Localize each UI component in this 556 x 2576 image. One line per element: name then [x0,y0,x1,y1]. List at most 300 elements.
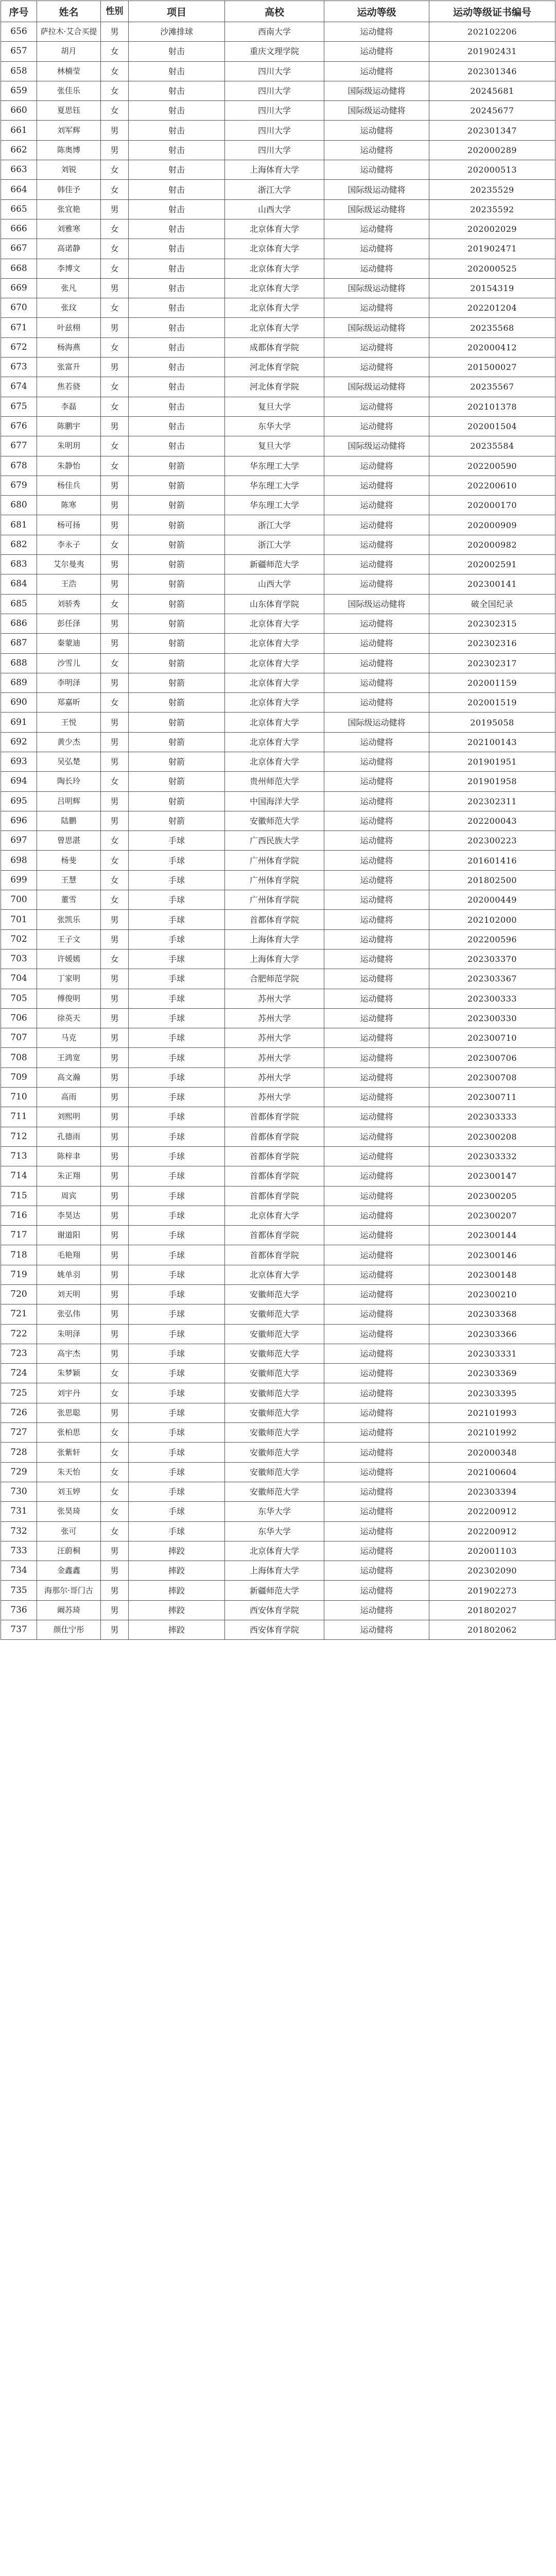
cell-name: 杨佳兵 [37,476,101,495]
cell-school: 北京体育大学 [225,278,324,298]
cell-gender: 男 [101,278,129,298]
cell-no: 694 [1,772,37,791]
cell-no: 695 [1,791,37,811]
cell-school: 东华大学 [225,1502,324,1521]
cell-event: 手球 [129,1285,225,1304]
cell-name: 张思聪 [37,1403,101,1422]
cell-level: 运动健将 [324,1502,429,1521]
cell-name: 陈梓聿 [37,1146,101,1166]
table-row [1,890,555,910]
cell-no: 712 [1,1127,37,1146]
cell-school: 安徽师范大学 [225,1423,324,1443]
cell-event: 手球 [129,1383,225,1403]
table-row [1,555,555,574]
cell-event: 射箭 [129,456,225,476]
cell-school: 山西大学 [225,574,324,594]
cell-gender: 女 [101,61,129,81]
cell-cert: 202300210 [429,1285,555,1304]
cell-level: 运动健将 [324,1423,429,1443]
cell-cert: 202300141 [429,574,555,594]
cell-event: 手球 [129,969,225,989]
cell-school: 广州体育学院 [225,851,324,870]
cell-name: 王浩 [37,574,101,594]
cell-school: 西安体育学院 [225,1620,324,1640]
cell-level: 运动健将 [324,653,429,673]
cell-name: 郑嘉昕 [37,693,101,713]
cell-cert: 201901951 [429,752,555,771]
cell-event: 手球 [129,1008,225,1028]
cell-level: 运动健将 [324,42,429,61]
cell-cert: 202300333 [429,989,555,1008]
cell-gender: 男 [101,1088,129,1107]
cell-name: 彭任泽 [37,614,101,633]
cell-no: 675 [1,397,37,416]
cell-event: 射箭 [129,673,225,692]
cell-no: 693 [1,752,37,771]
cell-school: 东华大学 [225,416,324,436]
cell-event: 射箭 [129,693,225,713]
cell-cert: 201902471 [429,239,555,259]
cell-gender: 女 [101,101,129,121]
cell-event: 手球 [129,929,225,949]
cell-name: 姚单羽 [37,1265,101,1284]
cell-event: 手球 [129,1028,225,1048]
cell-name: 李博文 [37,259,101,278]
cell-school: 苏州大学 [225,1088,324,1107]
table-row [1,1245,555,1265]
cell-no: 724 [1,1364,37,1383]
cell-event: 射箭 [129,535,225,554]
table-row [1,870,555,890]
cell-no: 725 [1,1383,37,1403]
cell-event: 射箭 [129,574,225,594]
col-header-no: 序号 [1,1,37,22]
cell-name: 朱正翔 [37,1166,101,1186]
cell-cert: 202302317 [429,653,555,673]
cell-no: 669 [1,278,37,298]
cell-name: 陈奥博 [37,140,101,160]
cell-cert: 202302316 [429,634,555,653]
cell-cert: 202300205 [429,1186,555,1206]
cell-gender: 女 [101,81,129,100]
cell-event: 射击 [129,298,225,318]
cell-cert: 202200596 [429,929,555,949]
table-body [1,22,555,1640]
cell-level: 运动健将 [324,1206,429,1225]
cell-event: 摔跤 [129,1541,225,1561]
cell-cert: 202303369 [429,1364,555,1383]
cell-cert: 202001519 [429,693,555,713]
cell-no: 717 [1,1226,37,1245]
table-row [1,22,555,42]
table-row [1,199,555,219]
cell-gender: 男 [101,910,129,929]
cell-level: 运动健将 [324,22,429,42]
cell-event: 射击 [129,436,225,456]
cell-level: 运动健将 [324,61,429,81]
table-row [1,1067,555,1087]
cell-level: 运动健将 [324,397,429,416]
cell-school: 北京体育大学 [225,713,324,732]
cell-level: 运动健将 [324,337,429,357]
cell-event: 射击 [129,259,225,278]
cell-cert: 202000289 [429,140,555,160]
cell-cert: 202000170 [429,496,555,515]
cell-no: 671 [1,318,37,337]
cell-level: 运动健将 [324,1226,429,1245]
cell-cert: 202000348 [429,1443,555,1462]
cell-gender: 男 [101,1344,129,1363]
cell-no: 679 [1,476,37,495]
cell-cert: 202303367 [429,969,555,989]
cell-event: 射箭 [129,594,225,614]
cell-cert: 202100143 [429,732,555,752]
cell-name: 韩佳予 [37,180,101,199]
cell-event: 射击 [129,42,225,61]
cell-school: 北京体育大学 [225,259,324,278]
cell-name: 高诺静 [37,239,101,259]
cell-school: 苏州大学 [225,1048,324,1067]
cell-level: 国际级运动健将 [324,81,429,100]
table-row [1,1383,555,1403]
cell-name: 刘玉婷 [37,1482,101,1501]
cell-no: 701 [1,910,37,929]
cell-event: 射击 [129,278,225,298]
cell-name: 汪蔚桐 [37,1541,101,1561]
cell-level: 运动健将 [324,831,429,851]
cell-gender: 女 [101,594,129,614]
cell-level: 运动健将 [324,1088,429,1107]
cell-cert: 20154319 [429,278,555,298]
cell-name: 张凯乐 [37,910,101,929]
cell-name: 刘军辉 [37,121,101,140]
cell-cert: 破全国纪录 [429,594,555,614]
cell-gender: 女 [101,180,129,199]
cell-cert: 202201204 [429,298,555,318]
cell-cert: 201500027 [429,358,555,377]
cell-gender: 男 [101,1403,129,1422]
cell-level: 运动健将 [324,1443,429,1462]
cell-gender: 女 [101,397,129,416]
cell-event: 射箭 [129,791,225,811]
cell-cert: 202200912 [429,1502,555,1521]
cell-name: 朱梦颖 [37,1364,101,1383]
table-row [1,1304,555,1324]
cell-event: 射击 [129,337,225,357]
cell-level: 运动健将 [324,1048,429,1067]
cell-level: 运动健将 [324,673,429,692]
cell-school: 浙江大学 [225,180,324,199]
cell-cert: 202300223 [429,831,555,851]
cell-gender: 男 [101,1600,129,1620]
cell-name: 叶兹栩 [37,318,101,337]
cell-level: 运动健将 [324,298,429,318]
cell-no: 730 [1,1482,37,1501]
cell-name: 张昊琦 [37,1502,101,1521]
cell-gender: 男 [101,1127,129,1146]
cell-school: 安徽师范大学 [225,1462,324,1482]
cell-gender: 男 [101,1561,129,1581]
table-row [1,1403,555,1422]
cell-no: 664 [1,180,37,199]
cell-no: 657 [1,42,37,61]
cell-name: 陆鹏 [37,811,101,831]
col-header-school: 高校 [225,1,324,22]
cell-event: 手球 [129,1088,225,1107]
cell-gender: 女 [101,535,129,554]
cell-school: 河北体育学院 [225,377,324,397]
cell-level: 国际级运动健将 [324,278,429,298]
cell-school: 安徽师范大学 [225,1383,324,1403]
cell-name: 沙雪儿 [37,653,101,673]
cell-no: 659 [1,81,37,100]
cell-no: 684 [1,574,37,594]
cell-event: 射击 [129,101,225,121]
cell-no: 709 [1,1067,37,1087]
cell-event: 手球 [129,1206,225,1225]
cell-school: 安徽师范大学 [225,1482,324,1501]
cell-cert: 202200590 [429,456,555,476]
cell-cert: 20235567 [429,377,555,397]
cell-cert: 202200043 [429,811,555,831]
cell-level: 运动健将 [324,574,429,594]
cell-school: 苏州大学 [225,1067,324,1087]
cell-event: 手球 [129,1107,225,1127]
cell-gender: 男 [101,673,129,692]
cell-school: 复旦大学 [225,397,324,416]
cell-school: 北京体育大学 [225,318,324,337]
cell-cert: 20235584 [429,436,555,456]
cell-level: 运动健将 [324,239,429,259]
cell-event: 手球 [129,851,225,870]
table-row [1,1186,555,1206]
cell-cert: 201802500 [429,870,555,890]
cell-name: 高宇杰 [37,1344,101,1363]
cell-level: 运动健将 [324,476,429,495]
cell-name: 董雪 [37,890,101,910]
table-row [1,1206,555,1225]
cell-no: 697 [1,831,37,851]
cell-cert: 202001159 [429,673,555,692]
cell-event: 射击 [129,160,225,180]
table-row [1,811,555,831]
cell-no: 736 [1,1600,37,1620]
cell-gender: 男 [101,416,129,436]
cell-event: 射击 [129,219,225,239]
cell-level: 运动健将 [324,1364,429,1383]
cell-name: 刘雅寒 [37,219,101,239]
cell-level: 运动健将 [324,614,429,633]
table-row [1,1324,555,1344]
cell-name: 王鸿宽 [37,1048,101,1067]
cell-gender: 女 [101,870,129,890]
cell-cert: 202301346 [429,61,555,81]
table-row [1,1620,555,1640]
cell-gender: 女 [101,693,129,713]
cell-level: 运动健将 [324,416,429,436]
cell-level: 运动健将 [324,811,429,831]
cell-no: 676 [1,416,37,436]
table-row [1,1146,555,1166]
cell-level: 运动健将 [324,1146,429,1166]
cell-no: 673 [1,358,37,377]
cell-no: 734 [1,1561,37,1581]
cell-gender: 女 [101,1462,129,1482]
cell-name: 张玟 [37,298,101,318]
cell-cert: 202102000 [429,910,555,929]
cell-gender: 女 [101,1502,129,1521]
col-header-level: 运动等级 [324,1,429,22]
cell-school: 安徽师范大学 [225,811,324,831]
cell-no: 662 [1,140,37,160]
table-row [1,259,555,278]
cell-level: 运动健将 [324,160,429,180]
cell-no: 699 [1,870,37,890]
cell-school: 苏州大学 [225,1028,324,1048]
cell-school: 北京体育大学 [225,239,324,259]
cell-gender: 女 [101,851,129,870]
cell-school: 苏州大学 [225,1008,324,1028]
cell-school: 北京体育大学 [225,673,324,692]
cell-level: 国际级运动健将 [324,713,429,732]
cell-gender: 男 [101,199,129,219]
cell-school: 山东体育学院 [225,594,324,614]
cell-no: 682 [1,535,37,554]
table-row [1,732,555,752]
cell-cert: 202300330 [429,1008,555,1028]
cell-cert: 20235568 [429,318,555,337]
cell-cert: 202302090 [429,1561,555,1581]
cell-no: 710 [1,1088,37,1107]
cell-name: 丁家明 [37,969,101,989]
cell-level: 运动健将 [324,1186,429,1206]
table-row [1,1285,555,1304]
cell-event: 手球 [129,1067,225,1087]
cell-name: 夏思钰 [37,101,101,121]
cell-gender: 女 [101,259,129,278]
table-row [1,851,555,870]
cell-cert: 202300710 [429,1028,555,1048]
cell-level: 运动健将 [324,1127,429,1146]
table-row [1,791,555,811]
cell-cert: 202302311 [429,791,555,811]
table-row [1,1364,555,1383]
cell-name: 金鑫鑫 [37,1561,101,1581]
cell-name: 杨海燕 [37,337,101,357]
cell-no: 696 [1,811,37,831]
cell-school: 东华大学 [225,1521,324,1541]
cell-school: 北京体育大学 [225,1541,324,1561]
cell-school: 四川大学 [225,81,324,100]
cell-event: 射箭 [129,496,225,515]
cell-no: 720 [1,1285,37,1304]
cell-cert: 202000412 [429,337,555,357]
cell-level: 运动健将 [324,910,429,929]
cell-cert: 201802062 [429,1620,555,1640]
cell-cert: 201902273 [429,1581,555,1600]
cell-gender: 男 [101,476,129,495]
cell-no: 692 [1,732,37,752]
cell-gender: 男 [101,140,129,160]
cell-school: 北京体育大学 [225,1206,324,1225]
cell-gender: 男 [101,1206,129,1225]
table-row [1,1423,555,1443]
table-row [1,1048,555,1067]
cell-level: 运动健将 [324,555,429,574]
table-row [1,1561,555,1581]
cell-cert: 202303332 [429,1146,555,1166]
cell-cert: 202300147 [429,1166,555,1186]
cell-no: 707 [1,1028,37,1048]
table-row [1,1088,555,1107]
cell-name: 马克 [37,1028,101,1048]
table-row [1,989,555,1008]
cell-no: 661 [1,121,37,140]
cell-school: 首都体育学院 [225,1166,324,1186]
cell-gender: 男 [101,1581,129,1600]
table-row [1,436,555,456]
cell-level: 运动健将 [324,535,429,554]
cell-gender: 女 [101,377,129,397]
cell-school: 北京体育大学 [225,752,324,771]
cell-level: 国际级运动健将 [324,594,429,614]
cell-school: 上海体育大学 [225,1561,324,1581]
cell-school: 首都体育学院 [225,1146,324,1166]
cell-gender: 女 [101,160,129,180]
cell-cert: 201901958 [429,772,555,791]
cell-school: 山西大学 [225,199,324,219]
table-row [1,298,555,318]
table-row [1,160,555,180]
table-row [1,358,555,377]
cell-cert: 201802027 [429,1600,555,1620]
table-row [1,1265,555,1284]
cell-cert: 202001103 [429,1541,555,1561]
table-row [1,634,555,653]
cell-school: 安徽师范大学 [225,1344,324,1363]
cell-event: 射击 [129,416,225,436]
cell-level: 国际级运动健将 [324,318,429,337]
cell-no: 708 [1,1048,37,1067]
cell-no: 713 [1,1146,37,1166]
cell-name: 朱静怡 [37,456,101,476]
cell-no: 727 [1,1423,37,1443]
cell-cert: 202101993 [429,1403,555,1422]
cell-event: 手球 [129,1344,225,1363]
cell-level: 运动健将 [324,1324,429,1344]
cell-cert: 202300144 [429,1226,555,1245]
cell-gender: 男 [101,1620,129,1640]
cell-event: 手球 [129,1423,225,1443]
cell-event: 手球 [129,1324,225,1344]
cell-name: 高文瀚 [37,1067,101,1087]
cell-level: 运动健将 [324,1265,429,1284]
cell-gender: 女 [101,239,129,259]
cell-school: 上海体育大学 [225,160,324,180]
cell-level: 运动健将 [324,1581,429,1600]
cell-event: 射箭 [129,476,225,495]
table-row [1,1482,555,1501]
cell-level: 运动健将 [324,1107,429,1127]
cell-no: 666 [1,219,37,239]
cell-level: 运动健将 [324,515,429,535]
cell-level: 运动健将 [324,1028,429,1048]
cell-school: 北京体育大学 [225,693,324,713]
cell-name: 李明泽 [37,673,101,692]
table-row [1,1127,555,1146]
cell-no: 706 [1,1008,37,1028]
cell-event: 手球 [129,1048,225,1067]
